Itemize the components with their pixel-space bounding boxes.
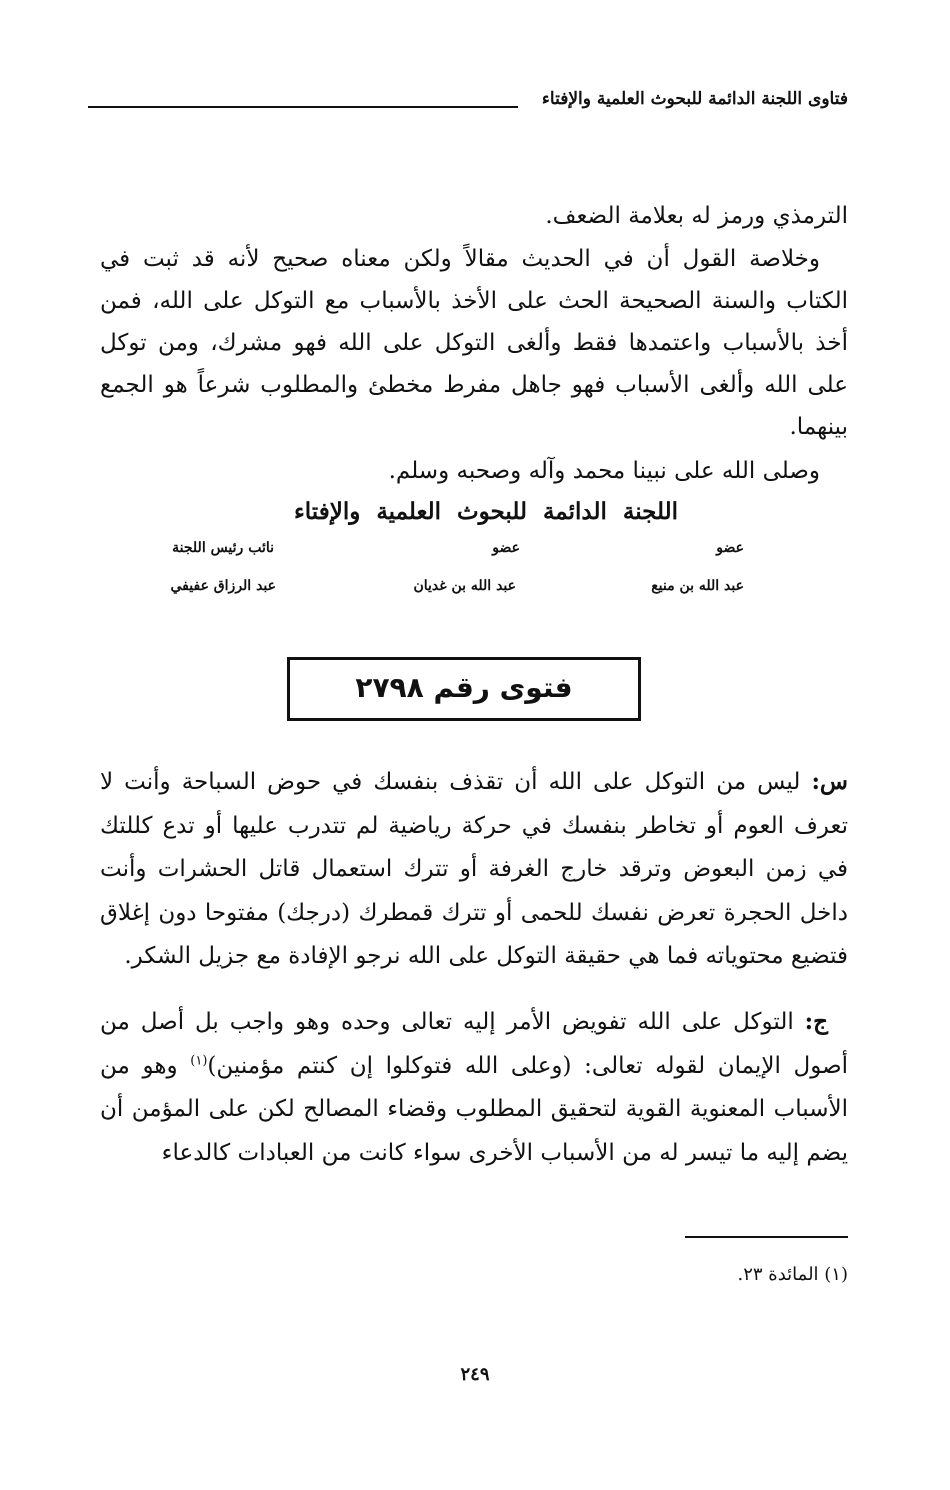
- book-title: فتاوى اللجنة الدائمة للبحوث العلمية والإفتاء: [541, 89, 848, 109]
- running-header: [88, 86, 848, 112]
- paragraph-intro: الترمذي ورمز له بعلامة الضعف.: [545, 203, 848, 229]
- fatwa-title: فتوى رقم ٢٧٩٨: [355, 671, 573, 704]
- page-number: ٢٤٩: [460, 1364, 490, 1385]
- answer-label: ج:: [804, 1008, 829, 1035]
- committee-name: اللجنة الدائمة للبحوث العلمية والإفتاء: [293, 498, 678, 525]
- answer-paragraph: [100, 1000, 848, 1175]
- member-2-name: عبد الله بن غديان: [413, 578, 516, 594]
- member-3-role: نائب رئيس اللجنة: [172, 540, 274, 556]
- footnote-separator: [685, 1236, 848, 1238]
- member-1-name: عبد الله بن منيع: [651, 578, 744, 594]
- answer-text-after: وهو من الأسباب المعنوية القوية لتحقيق المطلوب وقضاء المصالح لكن على المؤمن أن يضم إليه ما تيسر له من الأسباب الأخرى سواء كانت من العبادات كالدعاء: [100, 1052, 848, 1166]
- answer-text-before: التوكل على الله تفويض الأمر إليه تعالى وحده وهو واجب بل أصل من أصول الإيمان لقوله تعالى: (وعلى الله فتوكلوا إن كنتم مؤمنين): [100, 1009, 848, 1079]
- question-label: س:: [811, 768, 849, 795]
- paragraph-summary: وخلاصة القول أن في الحديث مقالاً ولكن معناه صحيح لأنه قد ثبت في الكتاب والسنة الصحيحة الحث على الأخذ بالأسباب مع التوكل على الله، فمن أخذ بالأسباب واعتمدها فقط وألغى التوكل على الله فهو مشرك، ومن توكل على الله وألغى الأسباب فهو جاهل مفرط مخطئ والمطلوب شرعاً هو الجمع بينهما.: [100, 246, 848, 440]
- member-3-name: عبد الرزاق عفيفي: [170, 578, 276, 594]
- question-text: ليس من التوكل على الله أن تقذف بنفسك في حوض السباحة وأنت لا تعرف العوم أو تخاطر بنفسك في حركة رياضية لم تتدرب عليها أو تدع كللتك في زمن البعوض وترقد خارج الغرفة أو تترك استعمال قاتل الحشرات وأنت داخل الحجرة تعرض نفسك للحمى أو تترك قمطرك (درجك) مفتوحا دون إغلاق فتضيع محتوياته فما هي حقيقة التوكل على الله نرجو الإفادة مع جزيل الشكر.: [100, 769, 848, 969]
- paragraph-closing: وصلى الله على نبينا محمد وآله وصحبه وسلم.: [388, 458, 820, 484]
- header-rule: [88, 106, 518, 108]
- footnote: (١) المائدة ٢٣.: [737, 1264, 848, 1285]
- footnote-reference: (١): [190, 1052, 208, 1068]
- question-paragraph: [100, 760, 848, 979]
- member-1-role: عضو: [716, 540, 744, 556]
- member-2-role: عضو: [492, 540, 520, 556]
